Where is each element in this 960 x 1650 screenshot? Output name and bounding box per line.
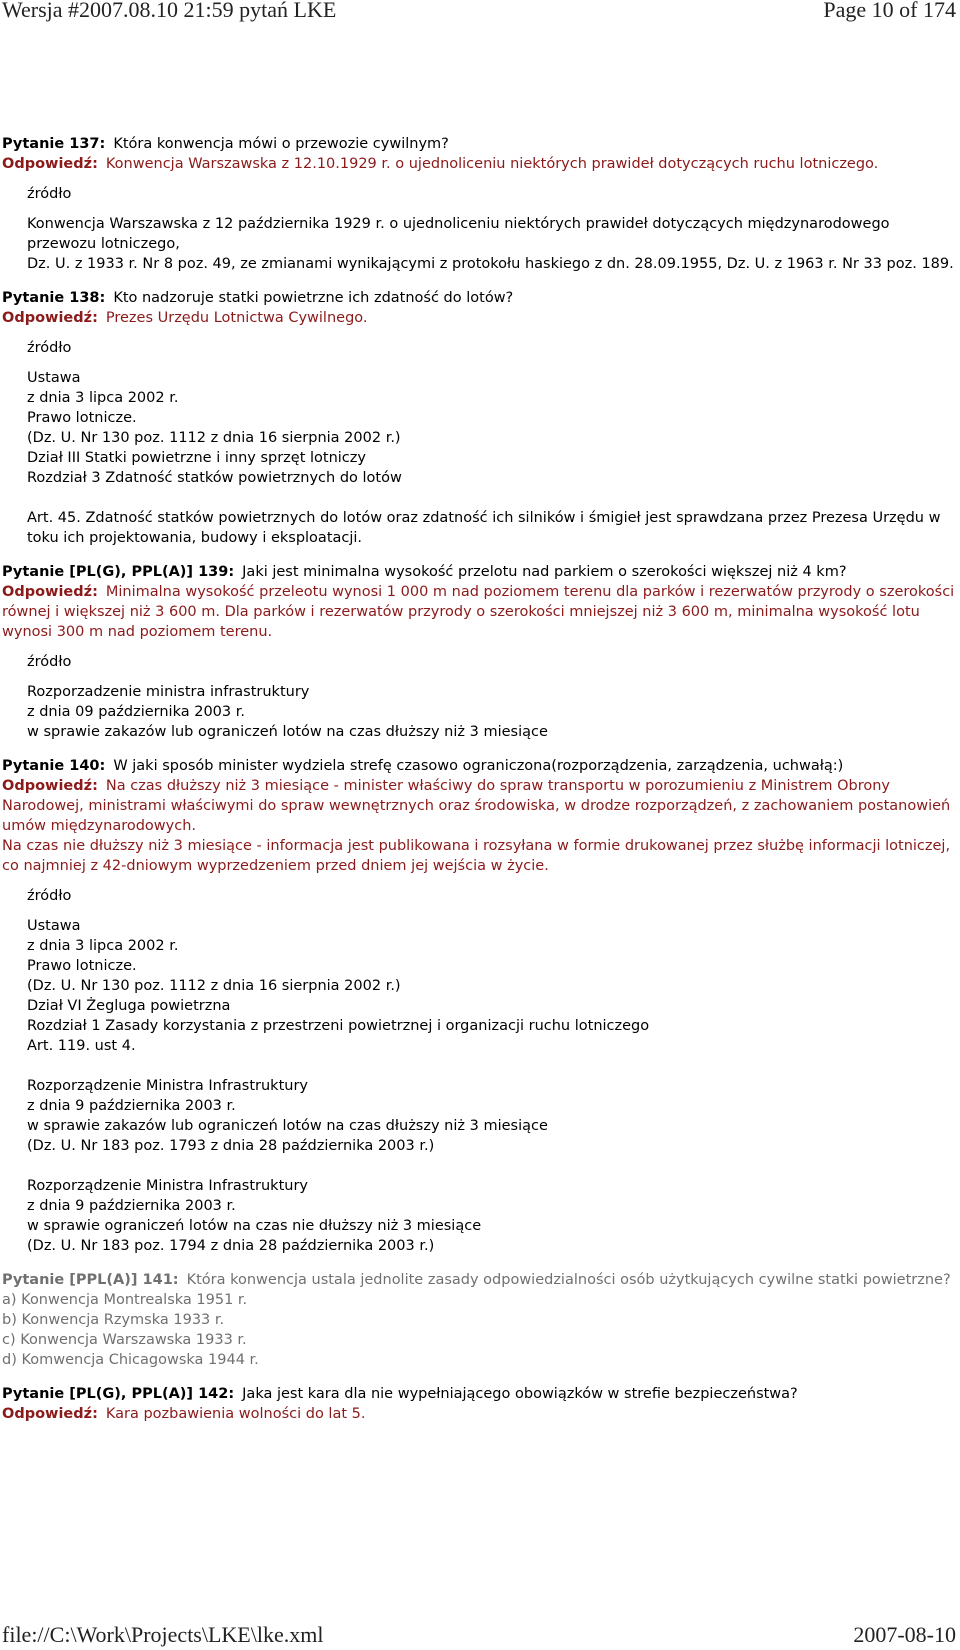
question-text: Jaki jest minimalna wysokość przelotu nad parkiem o szerokości większej niż 4 km?: [242, 564, 847, 580]
option-c: c) Konwencja Warszawska 1933 r.: [2, 1332, 247, 1348]
answer-line: [2, 776, 956, 836]
spacer: [27, 1156, 956, 1176]
source-block: [27, 184, 956, 274]
source-line: Ustawa: [27, 370, 81, 386]
source-line: Rozdział 3 Zdatność statków powietrznych do lotów: [27, 470, 402, 486]
question-label: Pytanie 140:: [2, 758, 106, 774]
source-line: (Dz. U. Nr 130 poz. 1112 z dnia 16 sierpnia 2002 r.): [27, 430, 401, 446]
answer-text: Kara pozbawienia wolności do lat 5.: [105, 1406, 366, 1422]
source-line: w sprawie zakazów lub ograniczeń lotów na czas dłuższy niż 3 miesiące: [27, 1118, 548, 1134]
source-line: Rozdział 1 Zasady korzystania z przestrzeni powietrznej i organizacji ruchu lotniczego: [27, 1018, 650, 1034]
answer-label: Odpowiedź:: [2, 1406, 98, 1422]
source-line: (Dz. U. Nr 183 poz. 1793 z dnia 28 października 2003 r.): [27, 1138, 435, 1154]
source-line: Rozporządzenie Ministra Infrastruktury: [27, 1178, 309, 1194]
answer-continuation: Na czas nie dłuższy niż 3 miesiące - informacja jest publikowana i rozsyłana w formie drukowanej przez służbę informacji lotniczej, co najmniej z 42-dniowym wyprzedzeniem przed dniem jej wejścia w życie.: [2, 838, 951, 874]
question-label: Pytanie [PPL(A)] 141:: [2, 1272, 179, 1288]
question-137: [2, 134, 956, 274]
spacer: [27, 488, 956, 508]
source-line: z dnia 09 października 2003 r.: [27, 704, 245, 720]
question-line: [2, 562, 956, 582]
footer-date: 2007-08-10: [853, 1622, 956, 1647]
source-link[interactable]: źródło: [27, 186, 72, 202]
question-line: [2, 1270, 956, 1290]
option-d: d) Komwencja Chicagowska 1944 r.: [2, 1352, 259, 1368]
footer-file-path: file://C:\Work\Projects\LKE\lke.xml: [2, 1622, 324, 1647]
source-line: z dnia 3 lipca 2002 r.: [27, 390, 179, 406]
question-label: Pytanie 138:: [2, 290, 106, 306]
question-label: Pytanie [PL(G), PPL(A)] 142:: [2, 1386, 235, 1402]
source-line: z dnia 9 października 2003 r.: [27, 1098, 236, 1114]
source-line: Konwencja Warszawska z 12 października 1929 r. o ujednoliceniu niektórych prawideł dotyczących międzynarodowego przewozu lotniczego,: [27, 216, 890, 252]
question-text: Kto nadzoruje statki powietrzne ich zdatność do lotów?: [113, 290, 514, 306]
answer-text: Prezes Urzędu Lotnictwa Cywilnego.: [105, 310, 368, 326]
answer-line: [2, 1404, 956, 1424]
source-line: Rozporzadzenie ministra infrastruktury: [27, 684, 310, 700]
answer-line: [2, 308, 956, 328]
source-block: [27, 652, 956, 742]
source-line: w sprawie zakazów lub ograniczeń lotów na czas dłuższy niż 3 miesiące: [27, 724, 548, 740]
page-footer: [0, 1622, 960, 1648]
option-a: a) Konwencja Montrealska 1951 r.: [2, 1292, 248, 1308]
question-line: [2, 288, 956, 308]
answer-label: Odpowiedź:: [2, 310, 98, 326]
source-line: (Dz. U. Nr 130 poz. 1112 z dnia 16 sierpnia 2002 r.): [27, 978, 401, 994]
answer-line: [2, 582, 956, 642]
question-label: Pytanie 137:: [2, 136, 106, 152]
page-header: [0, 0, 960, 28]
source-block: [27, 886, 956, 1256]
answer-label: Odpowiedź:: [2, 778, 98, 794]
question-139: [2, 562, 956, 742]
source-line: Prawo lotnicze.: [27, 958, 137, 974]
question-142: [2, 1384, 956, 1424]
question-text: W jaki sposób minister wydziela strefę czasowo ograniczona(rozporządzenia, zarządzenia, uchwałą:): [113, 758, 844, 774]
source-line: Ustawa: [27, 918, 81, 934]
question-text: Jaka jest kara dla nie wypełniającego obowiązków w strefie bezpieczeństwa?: [242, 1386, 798, 1402]
answer-text: Minimalna wysokość przeleotu wynosi 1 000 m nad poziomem terenu dla parków i rezerwatów przyrody o szerokości równej i większej niż 3 600 m. Dla parków i rezerwatów przyrody o szerokości mniejszej niż 3 600 m, minimalna wysokość lotu wynosi 300 m nad poziomem terenu.: [2, 584, 955, 640]
question-line: [2, 1384, 956, 1404]
question-line: [2, 756, 956, 776]
source-line: Prawo lotnicze.: [27, 410, 137, 426]
source-link[interactable]: źródło: [27, 340, 72, 356]
source-block: [27, 338, 956, 548]
source-link[interactable]: źródło: [27, 654, 72, 670]
option-b: b) Konwencja Rzymska 1933 r.: [2, 1312, 225, 1328]
source-line: (Dz. U. Nr 183 poz. 1794 z dnia 28 października 2003 r.): [27, 1238, 435, 1254]
header-version: Wersja #2007.08.10 21:59 pytań LKE: [2, 0, 337, 22]
source-link[interactable]: źródło: [27, 888, 72, 904]
source-line: Art. 119. ust 4.: [27, 1038, 136, 1054]
question-138: [2, 288, 956, 548]
answer-line: [2, 154, 956, 174]
question-text: Która konwencja ustala jednolite zasady odpowiedzialności osób użytkujących cywilne statki powietrzne?: [186, 1272, 951, 1288]
question-line: [2, 134, 956, 154]
question-140: [2, 756, 956, 1256]
question-text: Która konwencja mówi o przewozie cywilnym?: [113, 136, 449, 152]
document-body: [2, 134, 956, 1424]
answer-label: Odpowiedź:: [2, 584, 98, 600]
answer-label: Odpowiedź:: [2, 156, 98, 172]
answer-text: Na czas dłuższy niż 3 miesiące - minister właściwy do spraw transportu w porozumieniu z Ministrem Obrony Narodowej, ministrami właściwymi do spraw wewnętrznych oraz środowiska, w drodze rozporządzeń, z zachowaniem postanowień umów międzynarodowych.: [2, 778, 951, 834]
source-line: Dział III Statki powietrzne i inny sprzęt lotniczy: [27, 450, 366, 466]
header-page-number: Page 10 of 174: [823, 0, 956, 22]
source-line: Art. 45. Zdatność statków powietrznych do lotów oraz zdatność ich silników i śmigieł jest sprawdzana przez Prezesa Urzędu w toku ich projektowania, budowy i eksploatacji.: [27, 510, 941, 546]
answer-text: Konwencja Warszawska z 12.10.1929 r. o ujednoliceniu niektórych prawideł dotyczących ruchu lotniczego.: [105, 156, 879, 172]
question-141: [2, 1270, 956, 1370]
source-line: Dział VI Żegluga powietrzna: [27, 998, 231, 1014]
source-line: z dnia 3 lipca 2002 r.: [27, 938, 179, 954]
source-line: Dz. U. z 1933 r. Nr 8 poz. 49, ze zmianami wynikającymi z protokołu haskiego z dn. 28.09.1955, Dz. U. z 1963 r. Nr 33 poz. 189.: [27, 256, 954, 272]
question-label: Pytanie [PL(G), PPL(A)] 139:: [2, 564, 235, 580]
source-line: Rozporządzenie Ministra Infrastruktury: [27, 1078, 309, 1094]
source-line: w sprawie ograniczeń lotów na czas nie dłuższy niż 3 miesiące: [27, 1218, 482, 1234]
spacer: [27, 1056, 956, 1076]
source-line: z dnia 9 października 2003 r.: [27, 1198, 236, 1214]
